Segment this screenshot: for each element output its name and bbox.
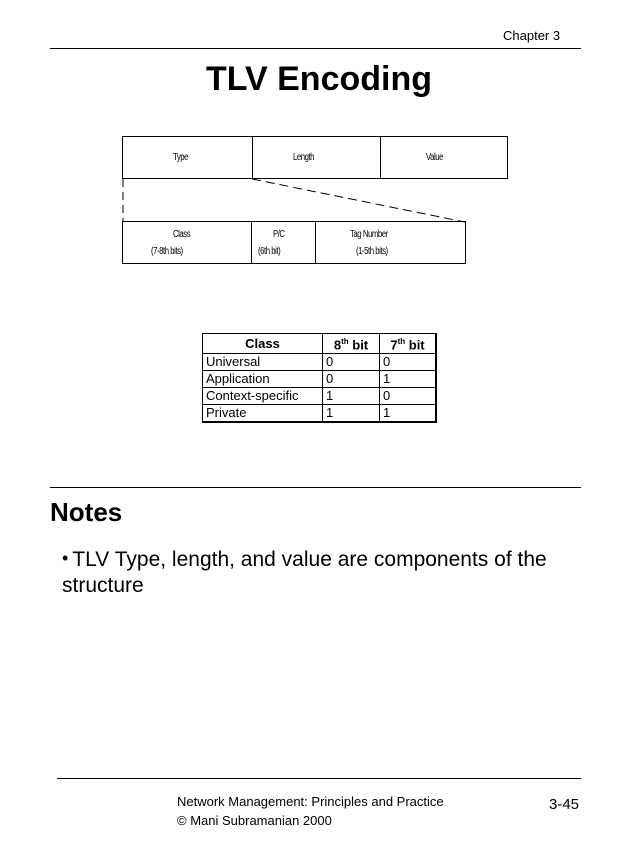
notes-bullet [62,545,582,599]
page-title: TLV Encoding [205,60,432,98]
notes-heading: Notes [50,497,123,527]
row-bit8: 1 [323,405,380,423]
table-row [203,405,437,423]
pc-bits: (6th bit) [258,246,281,257]
type-label: Type [173,152,189,163]
notes-rule [50,487,581,488]
value-label: Value [426,152,444,163]
class-label: Class [173,229,191,240]
pc-label: P/C [273,229,285,240]
row-class: Universal [203,354,323,371]
table-row [203,354,437,371]
footer-book-title: Network Management: Principles and Practice [177,794,444,809]
page-number: 3-45 [549,796,580,813]
row-bit8: 0 [323,354,380,371]
class-table [202,333,437,423]
row-bit7: 1 [380,371,437,388]
length-label: Length [293,152,315,163]
row-class: Application [203,371,323,388]
class-cell [123,222,252,263]
header-class: Class [203,334,323,354]
table-row [203,388,437,405]
row-bit7: 1 [380,405,437,423]
row-bit8: 0 [323,371,380,388]
pc-cell [252,222,315,263]
bullet-text: TLV Type, length, and value are components of the structure [62,548,547,597]
footer-credit [177,792,444,830]
tag-box [122,221,466,264]
row-class: Private [203,405,323,423]
tag-number-label: Tag Number [350,229,388,240]
tag-number-bits: (1-5th bits) [356,246,388,257]
class-bits: (7-8th bits) [151,246,183,257]
row-bit8: 1 [323,388,380,405]
table-row [203,371,437,388]
footer-copyright: © Mani Subramanian 2000 [177,813,332,828]
header-bit7: 7th bit [380,334,437,354]
class-table-header [203,334,437,354]
header-bit8: 8th bit [323,334,380,354]
chapter-label: Chapter 3 [503,28,561,43]
row-bit7: 0 [380,388,437,405]
tag-number-cell [315,222,465,263]
bullet-dot: • [62,548,69,568]
footer-rule [57,778,581,779]
row-bit7: 0 [380,354,437,371]
row-class: Context-specific [203,388,323,405]
